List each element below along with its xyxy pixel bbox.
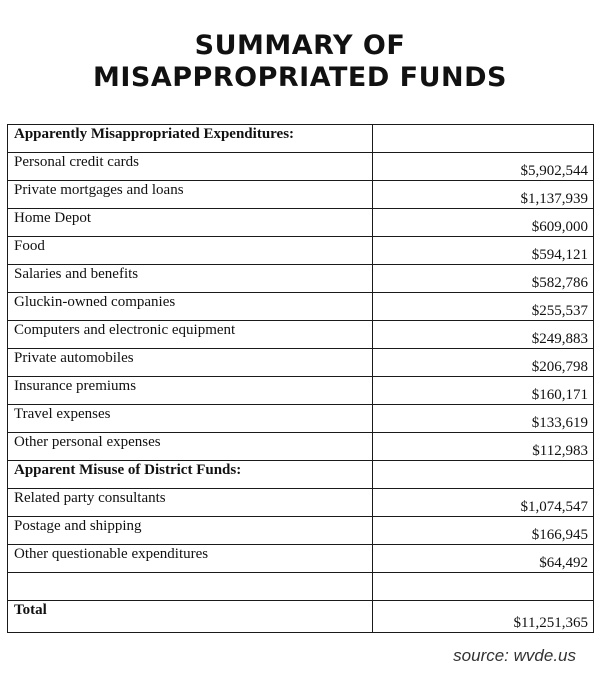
expense-label: Private automobiles: [8, 349, 373, 377]
table-row: [8, 153, 594, 181]
title-line-1: SUMMARY OF: [194, 30, 406, 61]
table-row: [8, 545, 594, 573]
section-header-row: [8, 461, 594, 489]
table-row: [8, 181, 594, 209]
expense-amount: $609,000: [373, 209, 594, 237]
expense-label: Private mortgages and loans: [8, 181, 373, 209]
section-header-row: [8, 125, 594, 153]
expense-label: Insurance premiums: [8, 377, 373, 405]
page-title: [0, 30, 600, 94]
expense-label: Food: [8, 237, 373, 265]
expense-amount: [373, 573, 594, 601]
expense-amount: $206,798: [373, 349, 594, 377]
expense-label: Home Depot: [8, 209, 373, 237]
table-row: [8, 237, 594, 265]
total-label: Total: [8, 601, 373, 633]
table-row: [8, 209, 594, 237]
expense-amount: $249,883: [373, 321, 594, 349]
expense-label: Gluckin-owned companies: [8, 293, 373, 321]
title-line-2: MISAPPROPRIATED FUNDS: [93, 62, 507, 93]
expense-amount: [373, 125, 594, 153]
expense-label: Personal credit cards: [8, 153, 373, 181]
expense-amount: $1,137,939: [373, 181, 594, 209]
expense-label: Travel expenses: [8, 405, 373, 433]
table-row: [8, 517, 594, 545]
expense-label: Other personal expenses: [8, 433, 373, 461]
expense-label: Postage and shipping: [8, 517, 373, 545]
expense-amount: $112,983: [373, 433, 594, 461]
blank-row: [8, 573, 594, 601]
table-row: [8, 349, 594, 377]
expense-amount: $582,786: [373, 265, 594, 293]
expense-amount: $594,121: [373, 237, 594, 265]
expense-label: Computers and electronic equipment: [8, 321, 373, 349]
total-row: [8, 601, 594, 633]
expense-label: Related party consultants: [8, 489, 373, 517]
expense-label: Salaries and benefits: [8, 265, 373, 293]
expense-amount: [373, 461, 594, 489]
section-label: Apparent Misuse of District Funds:: [8, 461, 373, 489]
expense-amount: $5,902,544: [373, 153, 594, 181]
table-row: [8, 377, 594, 405]
expense-amount: $1,074,547: [373, 489, 594, 517]
expense-amount: $255,537: [373, 293, 594, 321]
expense-label: [8, 573, 373, 601]
expense-amount: $160,171: [373, 377, 594, 405]
table-row: [8, 321, 594, 349]
expense-amount: $64,492: [373, 545, 594, 573]
table-row: [8, 265, 594, 293]
expense-amount: $166,945: [373, 517, 594, 545]
expense-amount: $133,619: [373, 405, 594, 433]
section-label: Apparently Misappropriated Expenditures:: [8, 125, 373, 153]
table-row: [8, 293, 594, 321]
table-row: [8, 489, 594, 517]
table-row: [8, 433, 594, 461]
table-row: [8, 405, 594, 433]
source-caption: source: wvde.us: [453, 646, 576, 665]
total-amount: $11,251,365: [373, 601, 594, 633]
funds-table: [7, 124, 594, 633]
expense-label: Other questionable expenditures: [8, 545, 373, 573]
funds-table-body: [8, 125, 594, 633]
